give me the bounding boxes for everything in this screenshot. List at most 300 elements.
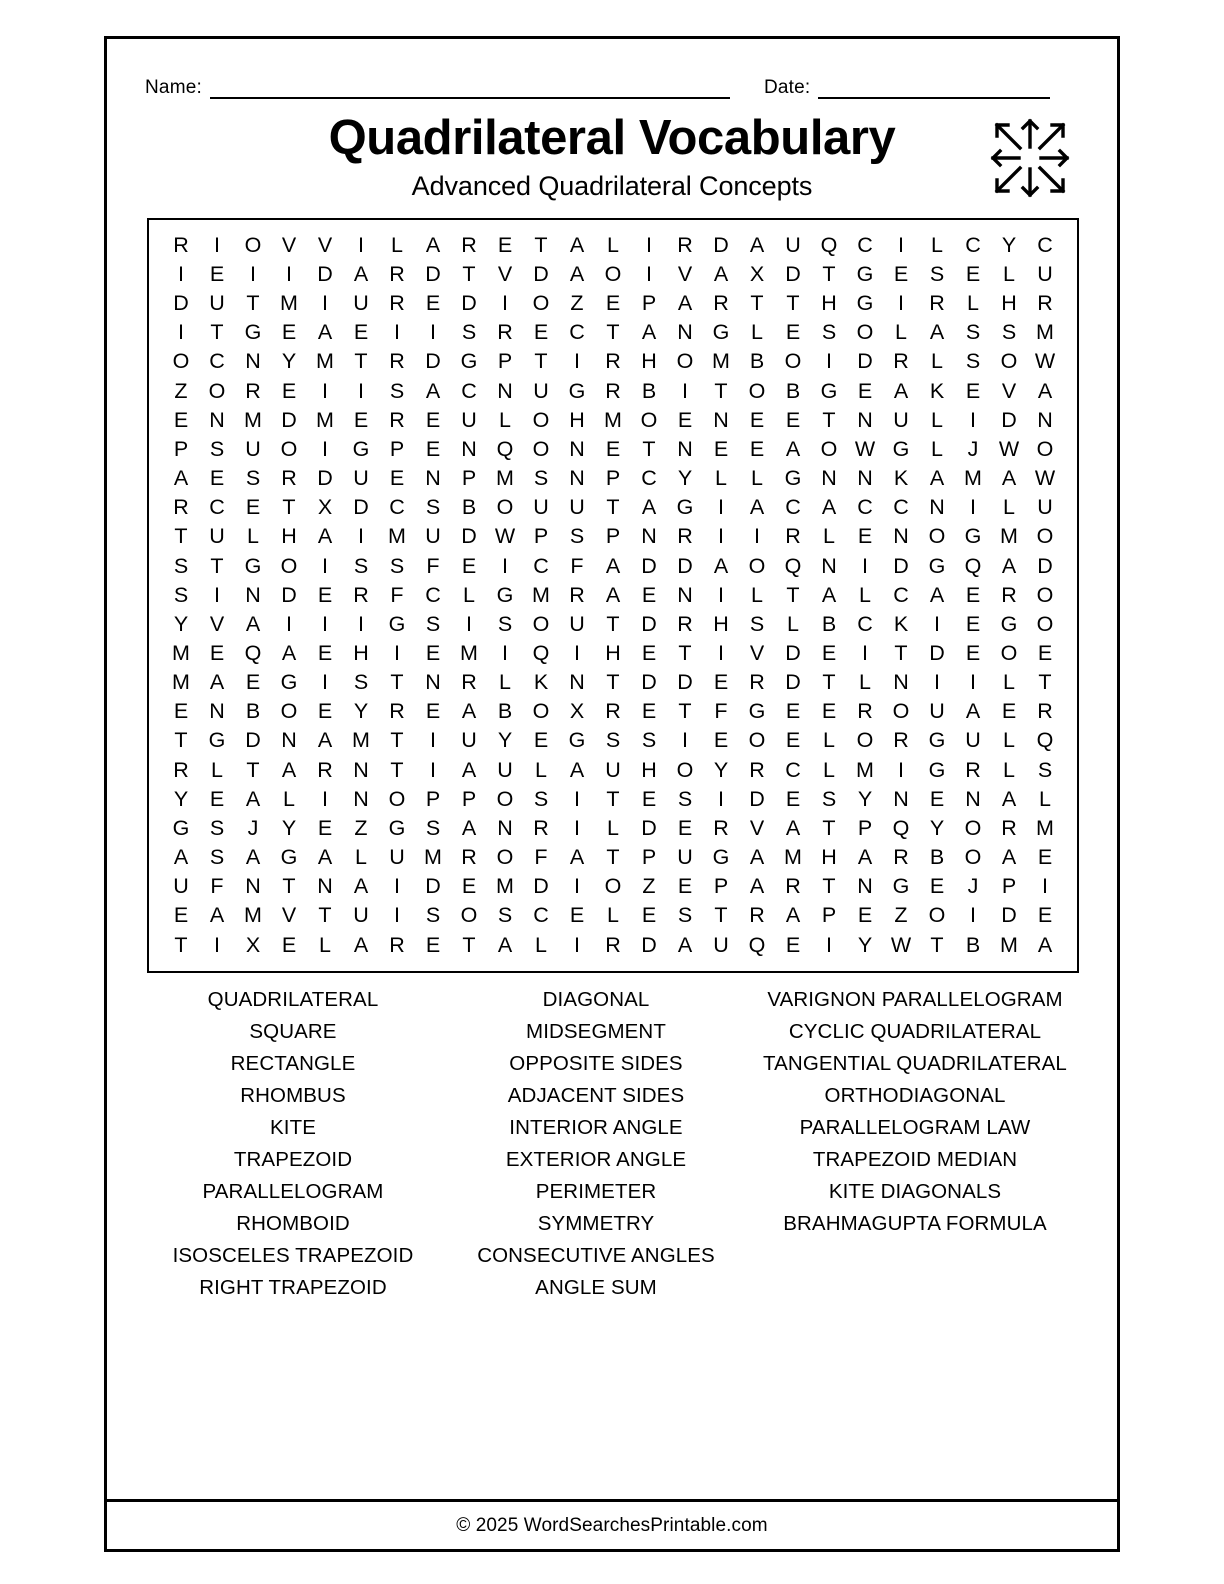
grid-cell[interactable]: E xyxy=(641,786,657,811)
grid-cell[interactable]: C xyxy=(785,495,801,520)
grid-cell[interactable]: G xyxy=(784,466,802,491)
grid-cell[interactable]: U xyxy=(713,932,729,957)
grid-cell[interactable]: E xyxy=(317,699,333,724)
grid-cell[interactable]: E xyxy=(209,261,225,286)
grid-cell[interactable]: N xyxy=(209,699,225,724)
grid-cell[interactable]: I xyxy=(394,320,400,345)
grid-cell[interactable]: N xyxy=(893,524,909,549)
grid-cell[interactable]: A xyxy=(857,845,873,870)
grid-cell[interactable]: L xyxy=(1003,728,1015,753)
grid-cell[interactable]: Z xyxy=(174,378,188,403)
grid-cell[interactable]: R xyxy=(1001,582,1017,607)
grid-cell[interactable]: G xyxy=(892,436,910,461)
grid-cell[interactable]: C xyxy=(857,611,873,636)
grid-cell[interactable]: R xyxy=(1037,291,1053,316)
grid-cell[interactable]: P xyxy=(713,874,729,899)
grid-cell[interactable]: B xyxy=(497,699,513,724)
grid-cell[interactable]: O xyxy=(964,845,982,870)
grid-cell[interactable]: I xyxy=(178,261,184,286)
grid-cell[interactable]: C xyxy=(1037,232,1053,257)
grid-cell[interactable]: E xyxy=(965,261,981,286)
grid-cell[interactable]: A xyxy=(605,582,621,607)
grid-cell[interactable]: D xyxy=(461,291,477,316)
grid-cell[interactable]: N xyxy=(353,786,369,811)
grid-cell[interactable]: J xyxy=(967,874,979,899)
grid-cell[interactable]: A xyxy=(209,670,225,695)
grid-cell[interactable]: L xyxy=(751,466,763,491)
grid-cell[interactable]: U xyxy=(533,495,549,520)
grid-cell[interactable]: P xyxy=(461,786,477,811)
grid-cell[interactable]: R xyxy=(893,728,909,753)
grid-cell[interactable]: G xyxy=(820,378,838,403)
grid-cell[interactable]: E xyxy=(1037,641,1053,666)
grid-cell[interactable]: E xyxy=(173,407,189,432)
grid-cell[interactable]: B xyxy=(641,378,657,403)
grid-cell[interactable]: L xyxy=(931,232,943,257)
grid-cell[interactable]: I xyxy=(394,641,400,666)
grid-cell[interactable]: C xyxy=(893,582,909,607)
grid-cell[interactable]: G xyxy=(712,320,730,345)
grid-cell[interactable]: H xyxy=(281,524,297,549)
grid-cell[interactable]: G xyxy=(388,611,406,636)
grid-cell[interactable]: I xyxy=(718,641,724,666)
grid-cell[interactable]: O xyxy=(748,378,766,403)
grid-cell[interactable]: T xyxy=(678,641,692,666)
grid-cell[interactable]: I xyxy=(574,874,580,899)
grid-cell[interactable]: Z xyxy=(354,815,368,840)
grid-cell[interactable]: I xyxy=(826,932,832,957)
grid-cell[interactable]: I xyxy=(322,436,328,461)
grid-cell[interactable]: U xyxy=(173,874,189,899)
grid-cell[interactable]: I xyxy=(358,524,364,549)
grid-cell[interactable]: L xyxy=(1003,261,1015,286)
grid-cell[interactable]: R xyxy=(389,407,405,432)
grid-cell[interactable]: E xyxy=(857,378,873,403)
grid-cell[interactable]: U xyxy=(389,845,405,870)
grid-cell[interactable]: E xyxy=(785,932,801,957)
grid-cell[interactable]: E xyxy=(209,786,225,811)
grid-cell[interactable]: B xyxy=(461,495,477,520)
grid-cell[interactable]: E xyxy=(281,378,297,403)
grid-cell[interactable]: O xyxy=(676,349,694,374)
grid-cell[interactable]: N xyxy=(569,670,585,695)
grid-cell[interactable]: E xyxy=(533,320,549,345)
grid-cell[interactable]: S xyxy=(497,903,513,928)
word-list-item[interactable]: QUADRILATERAL xyxy=(207,988,379,1011)
grid-cell[interactable]: O xyxy=(172,349,190,374)
grid-cell[interactable]: X xyxy=(317,495,333,520)
grid-cell[interactable]: T xyxy=(822,670,836,695)
grid-cell[interactable]: H xyxy=(353,641,369,666)
grid-cell[interactable]: T xyxy=(606,611,620,636)
grid-cell[interactable]: T xyxy=(534,349,548,374)
grid-cell[interactable]: Y xyxy=(857,786,873,811)
grid-cell[interactable]: T xyxy=(714,903,728,928)
grid-cell[interactable]: N xyxy=(857,407,873,432)
word-list-item[interactable]: RHOMBUS xyxy=(240,1084,346,1107)
grid-cell[interactable]: E xyxy=(245,670,261,695)
grid-cell[interactable]: L xyxy=(319,932,331,957)
grid-cell[interactable]: U xyxy=(461,407,477,432)
grid-cell[interactable]: R xyxy=(785,524,801,549)
grid-cell[interactable]: R xyxy=(461,845,477,870)
word-list-item[interactable]: CONSECUTIVE ANGLES xyxy=(477,1244,715,1267)
grid-cell[interactable]: I xyxy=(358,232,364,257)
grid-cell[interactable]: W xyxy=(1034,349,1056,374)
grid-cell[interactable]: M xyxy=(352,728,370,753)
grid-cell[interactable]: O xyxy=(1000,641,1018,666)
grid-cell[interactable]: V xyxy=(749,641,765,666)
grid-cell[interactable]: O xyxy=(604,261,622,286)
grid-cell[interactable]: C xyxy=(569,320,585,345)
grid-cell[interactable]: R xyxy=(749,670,765,695)
grid-cell[interactable]: O xyxy=(280,699,298,724)
grid-cell[interactable]: S xyxy=(353,670,369,695)
grid-cell[interactable]: O xyxy=(532,407,550,432)
grid-cell[interactable]: M xyxy=(496,874,514,899)
grid-cell[interactable]: U xyxy=(569,611,585,636)
grid-cell[interactable]: D xyxy=(641,815,657,840)
grid-cell[interactable]: R xyxy=(389,932,405,957)
grid-cell[interactable]: D xyxy=(1001,903,1017,928)
grid-cell[interactable]: I xyxy=(502,291,508,316)
word-list-item[interactable]: KITE DIAGONALS xyxy=(828,1180,1002,1203)
grid-cell[interactable]: I xyxy=(862,553,868,578)
grid-cell[interactable]: T xyxy=(930,932,944,957)
grid-cell[interactable]: U xyxy=(461,728,477,753)
grid-cell[interactable]: D xyxy=(929,641,945,666)
grid-cell[interactable]: D xyxy=(641,670,657,695)
grid-cell[interactable]: O xyxy=(1036,611,1054,636)
grid-cell[interactable]: I xyxy=(574,349,580,374)
grid-cell[interactable]: A xyxy=(317,320,333,345)
word-search-grid[interactable] xyxy=(147,218,1079,973)
grid-cell[interactable]: E xyxy=(353,320,369,345)
word-list-item[interactable]: ANGLE SUM xyxy=(535,1276,657,1299)
grid-cell[interactable]: I xyxy=(574,815,580,840)
grid-cell[interactable]: I xyxy=(502,553,508,578)
grid-cell[interactable]: O xyxy=(532,436,550,461)
word-list-item[interactable]: MIDSEGMENT xyxy=(526,1020,666,1043)
grid-cell[interactable]: E xyxy=(425,291,441,316)
grid-cell[interactable]: M xyxy=(784,845,802,870)
grid-cell[interactable]: A xyxy=(929,466,945,491)
grid-cell[interactable]: V xyxy=(281,232,297,257)
grid-cell[interactable]: I xyxy=(502,641,508,666)
grid-cell[interactable]: O xyxy=(856,728,874,753)
grid-cell[interactable]: A xyxy=(749,232,765,257)
grid-cell[interactable]: R xyxy=(605,699,621,724)
grid-cell[interactable]: M xyxy=(496,466,514,491)
grid-cell[interactable]: M xyxy=(532,582,550,607)
grid-cell[interactable]: I xyxy=(718,786,724,811)
grid-cell[interactable]: I xyxy=(934,611,940,636)
grid-cell[interactable]: M xyxy=(1036,320,1054,345)
grid-cell[interactable]: E xyxy=(605,291,621,316)
grid-cell[interactable]: M xyxy=(280,291,298,316)
grid-cell[interactable]: I xyxy=(970,407,976,432)
grid-cell[interactable]: E xyxy=(641,641,657,666)
word-list-item[interactable]: ADJACENT SIDES xyxy=(507,1084,685,1107)
word-list-item[interactable]: SYMMETRY xyxy=(537,1212,655,1235)
grid-cell[interactable]: D xyxy=(353,495,369,520)
grid-cell[interactable]: I xyxy=(898,291,904,316)
grid-cell[interactable]: N xyxy=(245,582,261,607)
grid-cell[interactable]: S xyxy=(461,320,477,345)
word-list-item[interactable]: TRAPEZOID MEDIAN xyxy=(812,1148,1018,1171)
grid-cell[interactable]: A xyxy=(173,845,189,870)
grid-cell[interactable]: E xyxy=(425,932,441,957)
grid-cell[interactable]: N xyxy=(209,407,225,432)
grid-cell[interactable]: E xyxy=(245,495,261,520)
grid-cell[interactable]: S xyxy=(425,815,441,840)
grid-cell[interactable]: S xyxy=(425,611,441,636)
grid-cell[interactable]: A xyxy=(1001,466,1017,491)
grid-cell[interactable]: L xyxy=(1003,757,1015,782)
grid-cell[interactable]: M xyxy=(388,524,406,549)
grid-cell[interactable]: N xyxy=(821,553,837,578)
grid-cell[interactable]: L xyxy=(751,582,763,607)
grid-cell[interactable]: L xyxy=(823,757,835,782)
grid-cell[interactable]: N xyxy=(893,786,909,811)
grid-cell[interactable]: I xyxy=(178,320,184,345)
grid-cell[interactable]: E xyxy=(425,407,441,432)
grid-cell[interactable]: A xyxy=(425,232,441,257)
grid-cell[interactable]: Y xyxy=(281,815,297,840)
grid-cell[interactable]: G xyxy=(496,582,514,607)
grid-cell[interactable]: M xyxy=(172,670,190,695)
grid-cell[interactable]: N xyxy=(353,757,369,782)
grid-cell[interactable]: E xyxy=(713,436,729,461)
grid-cell[interactable]: N xyxy=(893,670,909,695)
grid-cell[interactable]: S xyxy=(173,582,189,607)
date-input-line[interactable] xyxy=(818,77,1050,99)
grid-cell[interactable]: Z xyxy=(570,291,584,316)
grid-cell[interactable]: O xyxy=(388,786,406,811)
grid-cell[interactable]: P xyxy=(641,845,657,870)
grid-cell[interactable]: A xyxy=(281,757,297,782)
grid-cell[interactable]: E xyxy=(425,436,441,461)
grid-cell[interactable]: N xyxy=(1037,407,1053,432)
grid-cell[interactable]: I xyxy=(826,349,832,374)
grid-cell[interactable]: E xyxy=(389,466,405,491)
grid-cell[interactable]: A xyxy=(569,845,585,870)
grid-cell[interactable]: H xyxy=(641,757,657,782)
grid-cell[interactable]: K xyxy=(533,670,549,695)
grid-cell[interactable]: E xyxy=(641,903,657,928)
grid-cell[interactable]: O xyxy=(604,874,622,899)
grid-cell[interactable]: E xyxy=(533,728,549,753)
grid-cell[interactable]: B xyxy=(785,378,801,403)
grid-cell[interactable]: I xyxy=(898,757,904,782)
grid-cell[interactable]: D xyxy=(245,728,261,753)
word-list-item[interactable]: EXTERIOR ANGLE xyxy=(505,1148,687,1171)
grid-cell[interactable]: R xyxy=(965,757,981,782)
grid-cell[interactable]: R xyxy=(785,874,801,899)
grid-cell[interactable]: E xyxy=(785,699,801,724)
grid-cell[interactable]: T xyxy=(462,261,476,286)
grid-cell[interactable]: A xyxy=(1001,786,1017,811)
grid-cell[interactable]: A xyxy=(245,611,261,636)
grid-cell[interactable]: I xyxy=(322,378,328,403)
grid-cell[interactable]: A xyxy=(245,845,261,870)
grid-cell[interactable]: Q xyxy=(496,436,514,461)
grid-cell[interactable]: U xyxy=(677,845,693,870)
grid-cell[interactable]: Q xyxy=(748,932,766,957)
grid-cell[interactable]: T xyxy=(246,291,260,316)
grid-cell[interactable]: S xyxy=(965,320,981,345)
grid-cell[interactable]: I xyxy=(646,232,652,257)
grid-cell[interactable]: R xyxy=(389,261,405,286)
grid-cell[interactable]: L xyxy=(1003,495,1015,520)
grid-cell[interactable]: O xyxy=(892,699,910,724)
grid-cell[interactable]: T xyxy=(318,903,332,928)
grid-cell[interactable]: I xyxy=(970,903,976,928)
grid-cell[interactable]: O xyxy=(1036,582,1054,607)
grid-cell[interactable]: S xyxy=(677,786,693,811)
grid-cell[interactable]: S xyxy=(425,495,441,520)
grid-cell[interactable]: S xyxy=(209,815,225,840)
grid-cell[interactable]: Z xyxy=(894,903,908,928)
grid-cell[interactable]: F xyxy=(534,845,548,870)
grid-cell[interactable]: T xyxy=(390,757,404,782)
grid-cell[interactable]: S xyxy=(821,786,837,811)
grid-cell[interactable]: O xyxy=(1036,524,1054,549)
grid-cell[interactable]: L xyxy=(895,320,907,345)
grid-cell[interactable]: E xyxy=(785,728,801,753)
grid-cell[interactable]: N xyxy=(569,466,585,491)
grid-cell[interactable]: G xyxy=(280,845,298,870)
grid-cell[interactable]: F xyxy=(714,699,728,724)
grid-cell[interactable]: L xyxy=(931,407,943,432)
grid-cell[interactable]: A xyxy=(821,495,837,520)
grid-cell[interactable]: E xyxy=(641,699,657,724)
grid-cell[interactable]: I xyxy=(322,553,328,578)
grid-cell[interactable]: F xyxy=(426,553,440,578)
grid-cell[interactable]: M xyxy=(856,757,874,782)
grid-cell[interactable]: R xyxy=(1037,699,1053,724)
grid-cell[interactable]: V xyxy=(677,261,693,286)
grid-cell[interactable]: P xyxy=(605,524,621,549)
grid-cell[interactable]: N xyxy=(281,728,297,753)
grid-cell[interactable]: R xyxy=(497,320,513,345)
grid-cell[interactable]: A xyxy=(1037,378,1053,403)
grid-cell[interactable]: E xyxy=(893,261,909,286)
grid-cell[interactable]: S xyxy=(1001,320,1017,345)
grid-cell[interactable]: M xyxy=(1000,524,1018,549)
grid-cell[interactable]: A xyxy=(749,874,765,899)
grid-cell[interactable]: Z xyxy=(642,874,656,899)
grid-cell[interactable]: S xyxy=(353,553,369,578)
word-list-item[interactable]: TANGENTIAL QUADRILATERAL xyxy=(763,1052,1067,1075)
grid-cell[interactable]: R xyxy=(353,582,369,607)
grid-cell[interactable]: Q xyxy=(820,232,838,257)
grid-cell[interactable]: I xyxy=(574,932,580,957)
grid-cell[interactable]: C xyxy=(857,495,873,520)
grid-cell[interactable]: T xyxy=(534,232,548,257)
grid-cell[interactable]: V xyxy=(497,261,513,286)
grid-cell[interactable]: F xyxy=(390,582,404,607)
grid-cell[interactable]: M xyxy=(244,903,262,928)
grid-cell[interactable]: N xyxy=(857,874,873,899)
grid-cell[interactable]: G xyxy=(712,845,730,870)
grid-cell[interactable]: E xyxy=(965,611,981,636)
grid-cell[interactable]: A xyxy=(569,232,585,257)
grid-cell[interactable]: E xyxy=(677,815,693,840)
grid-cell[interactable]: L xyxy=(607,815,619,840)
grid-cell[interactable]: S xyxy=(425,903,441,928)
grid-cell[interactable]: N xyxy=(677,582,693,607)
grid-cell[interactable]: L xyxy=(535,932,547,957)
grid-cell[interactable]: D xyxy=(425,349,441,374)
grid-cell[interactable]: J xyxy=(247,815,259,840)
grid-cell[interactable]: U xyxy=(893,407,909,432)
grid-cell[interactable]: R xyxy=(893,349,909,374)
grid-cell[interactable]: A xyxy=(965,699,981,724)
grid-cell[interactable]: S xyxy=(641,728,657,753)
grid-cell[interactable]: P xyxy=(821,903,837,928)
grid-cell[interactable]: E xyxy=(785,320,801,345)
grid-cell[interactable]: D xyxy=(713,232,729,257)
grid-cell[interactable]: M xyxy=(244,407,262,432)
grid-cell[interactable]: N xyxy=(245,349,261,374)
grid-cell[interactable]: M xyxy=(316,407,334,432)
grid-cell[interactable]: A xyxy=(749,495,765,520)
grid-cell[interactable]: V xyxy=(317,232,333,257)
grid-cell[interactable]: I xyxy=(682,728,688,753)
grid-cell[interactable]: X xyxy=(245,932,261,957)
grid-cell[interactable]: D xyxy=(461,524,477,549)
grid-cell[interactable]: G xyxy=(856,261,874,286)
grid-cell[interactable]: N xyxy=(425,466,441,491)
grid-cell[interactable]: G xyxy=(964,524,982,549)
grid-cell[interactable]: S xyxy=(245,466,261,491)
grid-cell[interactable]: E xyxy=(965,378,981,403)
grid-cell[interactable]: I xyxy=(358,378,364,403)
grid-cell[interactable]: O xyxy=(280,553,298,578)
grid-cell[interactable]: N xyxy=(713,407,729,432)
grid-cell[interactable]: G xyxy=(928,553,946,578)
grid-cell[interactable]: L xyxy=(499,407,511,432)
grid-cell[interactable]: E xyxy=(281,932,297,957)
grid-cell[interactable]: L xyxy=(607,903,619,928)
grid-cell[interactable]: D xyxy=(425,874,441,899)
grid-cell[interactable]: T xyxy=(282,495,296,520)
grid-cell[interactable]: E xyxy=(461,553,477,578)
grid-cell[interactable]: O xyxy=(676,757,694,782)
grid-cell[interactable]: U xyxy=(353,903,369,928)
grid-cell[interactable]: I xyxy=(250,261,256,286)
grid-cell[interactable]: O xyxy=(496,495,514,520)
grid-cell[interactable]: E xyxy=(785,786,801,811)
word-list-item[interactable]: TRAPEZOID xyxy=(233,1148,353,1171)
grid-cell[interactable]: I xyxy=(430,757,436,782)
grid-cell[interactable]: R xyxy=(389,349,405,374)
grid-cell[interactable]: E xyxy=(965,582,981,607)
grid-cell[interactable]: E xyxy=(1037,903,1053,928)
grid-cell[interactable]: O xyxy=(1000,349,1018,374)
grid-cell[interactable]: E xyxy=(677,874,693,899)
grid-cell[interactable]: X xyxy=(749,261,765,286)
grid-cell[interactable]: I xyxy=(898,232,904,257)
grid-cell[interactable]: L xyxy=(499,670,511,695)
grid-cell[interactable]: T xyxy=(750,291,764,316)
grid-cell[interactable]: N xyxy=(821,466,837,491)
grid-cell[interactable]: B xyxy=(245,699,261,724)
grid-cell[interactable]: S xyxy=(209,845,225,870)
grid-cell[interactable]: T xyxy=(246,757,260,782)
grid-cell[interactable]: L xyxy=(931,349,943,374)
